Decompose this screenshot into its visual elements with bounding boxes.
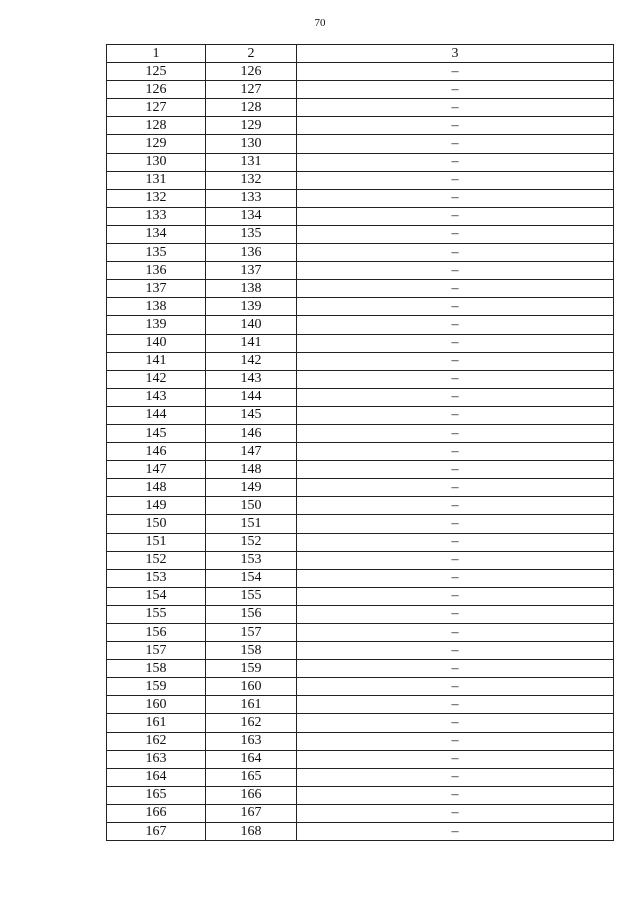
row-number-cell: 134 <box>107 225 206 243</box>
row-number-cell: 162 <box>107 732 206 750</box>
next-number-cell: 130 <box>206 135 297 153</box>
next-number-cell: 157 <box>206 624 297 642</box>
table-row <box>107 642 614 660</box>
next-number-cell: 146 <box>206 424 297 442</box>
next-number-cell: 143 <box>206 370 297 388</box>
next-number-cell: 142 <box>206 352 297 370</box>
value-cell: – <box>297 768 614 786</box>
table-row <box>107 696 614 714</box>
next-number-cell: 159 <box>206 660 297 678</box>
row-number-cell: 133 <box>107 207 206 225</box>
row-number-cell: 154 <box>107 587 206 605</box>
page-number: 70 <box>314 17 326 29</box>
next-number-cell: 148 <box>206 461 297 479</box>
next-number-cell: 137 <box>206 262 297 280</box>
table-header <box>107 45 614 63</box>
next-number-cell: 149 <box>206 479 297 497</box>
value-cell: – <box>297 135 614 153</box>
next-number-cell: 158 <box>206 642 297 660</box>
row-number-cell: 152 <box>107 551 206 569</box>
table-row <box>107 316 614 334</box>
next-number-cell: 133 <box>206 189 297 207</box>
table-row <box>107 225 614 243</box>
row-number-cell: 127 <box>107 99 206 117</box>
next-number-cell: 161 <box>206 696 297 714</box>
next-number-cell: 162 <box>206 714 297 732</box>
table-row <box>107 153 614 171</box>
table-row <box>107 804 614 822</box>
value-cell: – <box>297 316 614 334</box>
table-row <box>107 624 614 642</box>
row-number-cell: 160 <box>107 696 206 714</box>
row-number-cell: 142 <box>107 370 206 388</box>
next-number-cell: 165 <box>206 768 297 786</box>
table-row <box>107 732 614 750</box>
table-row <box>107 99 614 117</box>
next-number-cell: 156 <box>206 605 297 623</box>
value-cell: – <box>297 334 614 352</box>
next-number-cell: 154 <box>206 569 297 587</box>
next-number-cell: 150 <box>206 497 297 515</box>
table-row <box>107 370 614 388</box>
value-cell: – <box>297 262 614 280</box>
value-cell: – <box>297 551 614 569</box>
next-number-cell: 164 <box>206 750 297 768</box>
value-cell: – <box>297 660 614 678</box>
table-row <box>107 660 614 678</box>
table-row <box>107 424 614 442</box>
value-cell: – <box>297 750 614 768</box>
data-table <box>106 44 614 841</box>
row-number-cell: 136 <box>107 262 206 280</box>
next-number-cell: 141 <box>206 334 297 352</box>
table-row <box>107 244 614 262</box>
table-row <box>107 678 614 696</box>
row-number-cell: 145 <box>107 424 206 442</box>
table-row <box>107 551 614 569</box>
row-number-cell: 135 <box>107 244 206 262</box>
value-cell: – <box>297 388 614 406</box>
table-row <box>107 786 614 804</box>
value-cell: – <box>297 171 614 189</box>
value-cell: – <box>297 497 614 515</box>
row-number-cell: 150 <box>107 515 206 533</box>
row-number-cell: 138 <box>107 298 206 316</box>
row-number-cell: 144 <box>107 406 206 424</box>
next-number-cell: 140 <box>206 316 297 334</box>
next-number-cell: 129 <box>206 117 297 135</box>
value-cell: – <box>297 424 614 442</box>
row-number-cell: 125 <box>107 63 206 81</box>
table-row <box>107 171 614 189</box>
row-number-cell: 166 <box>107 804 206 822</box>
row-number-cell: 155 <box>107 605 206 623</box>
table-row <box>107 587 614 605</box>
next-number-cell: 168 <box>206 823 297 841</box>
value-cell: – <box>297 804 614 822</box>
value-cell: – <box>297 696 614 714</box>
next-number-cell: 151 <box>206 515 297 533</box>
column-header-3: 3 <box>297 45 614 63</box>
next-number-cell: 136 <box>206 244 297 262</box>
row-number-cell: 126 <box>107 81 206 99</box>
next-number-cell: 132 <box>206 171 297 189</box>
column-header-1: 1 <box>107 45 206 63</box>
row-number-cell: 139 <box>107 316 206 334</box>
row-number-cell: 130 <box>107 153 206 171</box>
table-row <box>107 298 614 316</box>
next-number-cell: 138 <box>206 280 297 298</box>
row-number-cell: 163 <box>107 750 206 768</box>
table-row <box>107 461 614 479</box>
next-number-cell: 166 <box>206 786 297 804</box>
value-cell: – <box>297 587 614 605</box>
row-number-cell: 165 <box>107 786 206 804</box>
value-cell: – <box>297 786 614 804</box>
next-number-cell: 147 <box>206 443 297 461</box>
row-number-cell: 153 <box>107 569 206 587</box>
value-cell: – <box>297 624 614 642</box>
table-row <box>107 63 614 81</box>
table-row <box>107 81 614 99</box>
table-row <box>107 443 614 461</box>
row-number-cell: 156 <box>107 624 206 642</box>
row-number-cell: 147 <box>107 461 206 479</box>
value-cell: – <box>297 99 614 117</box>
row-number-cell: 132 <box>107 189 206 207</box>
row-number-cell: 143 <box>107 388 206 406</box>
next-number-cell: 153 <box>206 551 297 569</box>
value-cell: – <box>297 714 614 732</box>
table-row <box>107 714 614 732</box>
value-cell: – <box>297 370 614 388</box>
table-row <box>107 479 614 497</box>
row-number-cell: 149 <box>107 497 206 515</box>
table-row <box>107 135 614 153</box>
row-number-cell: 140 <box>107 334 206 352</box>
table-body <box>107 63 614 841</box>
table-row <box>107 515 614 533</box>
value-cell: – <box>297 207 614 225</box>
next-number-cell: 131 <box>206 153 297 171</box>
table-row <box>107 750 614 768</box>
value-cell: – <box>297 533 614 551</box>
header-row <box>107 45 614 63</box>
value-cell: – <box>297 569 614 587</box>
value-cell: – <box>297 298 614 316</box>
value-cell: – <box>297 461 614 479</box>
next-number-cell: 135 <box>206 225 297 243</box>
value-cell: – <box>297 406 614 424</box>
row-number-cell: 146 <box>107 443 206 461</box>
value-cell: – <box>297 823 614 841</box>
row-number-cell: 164 <box>107 768 206 786</box>
row-number-cell: 137 <box>107 280 206 298</box>
table-row <box>107 406 614 424</box>
next-number-cell: 128 <box>206 99 297 117</box>
row-number-cell: 159 <box>107 678 206 696</box>
table-row <box>107 768 614 786</box>
next-number-cell: 139 <box>206 298 297 316</box>
next-number-cell: 127 <box>206 81 297 99</box>
value-cell: – <box>297 479 614 497</box>
value-cell: – <box>297 225 614 243</box>
table-row <box>107 117 614 135</box>
row-number-cell: 151 <box>107 533 206 551</box>
value-cell: – <box>297 352 614 370</box>
table-row <box>107 352 614 370</box>
value-cell: – <box>297 678 614 696</box>
value-cell: – <box>297 81 614 99</box>
value-cell: – <box>297 642 614 660</box>
next-number-cell: 145 <box>206 406 297 424</box>
next-number-cell: 126 <box>206 63 297 81</box>
row-number-cell: 167 <box>107 823 206 841</box>
row-number-cell: 128 <box>107 117 206 135</box>
value-cell: – <box>297 189 614 207</box>
row-number-cell: 131 <box>107 171 206 189</box>
value-cell: – <box>297 515 614 533</box>
table-row <box>107 533 614 551</box>
row-number-cell: 148 <box>107 479 206 497</box>
next-number-cell: 152 <box>206 533 297 551</box>
next-number-cell: 155 <box>206 587 297 605</box>
value-cell: – <box>297 244 614 262</box>
row-number-cell: 157 <box>107 642 206 660</box>
value-cell: – <box>297 443 614 461</box>
next-number-cell: 167 <box>206 804 297 822</box>
value-cell: – <box>297 117 614 135</box>
table-row <box>107 388 614 406</box>
table-row <box>107 823 614 841</box>
next-number-cell: 160 <box>206 678 297 696</box>
table-row <box>107 207 614 225</box>
value-cell: – <box>297 153 614 171</box>
value-cell: – <box>297 280 614 298</box>
row-number-cell: 158 <box>107 660 206 678</box>
value-cell: – <box>297 732 614 750</box>
table-row <box>107 280 614 298</box>
table-row <box>107 497 614 515</box>
next-number-cell: 144 <box>206 388 297 406</box>
table-row <box>107 569 614 587</box>
table-row <box>107 262 614 280</box>
value-cell: – <box>297 63 614 81</box>
next-number-cell: 163 <box>206 732 297 750</box>
row-number-cell: 141 <box>107 352 206 370</box>
table-row <box>107 334 614 352</box>
table-row <box>107 189 614 207</box>
column-header-2: 2 <box>206 45 297 63</box>
row-number-cell: 129 <box>107 135 206 153</box>
row-number-cell: 161 <box>107 714 206 732</box>
table-row <box>107 605 614 623</box>
next-number-cell: 134 <box>206 207 297 225</box>
value-cell: – <box>297 605 614 623</box>
